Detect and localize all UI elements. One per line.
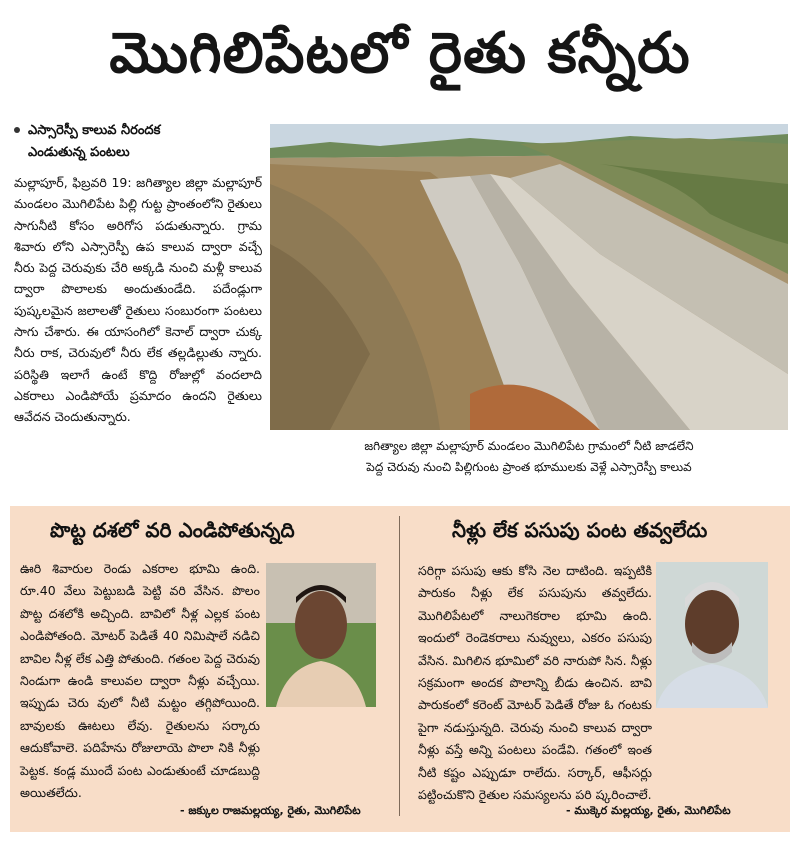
farmer-photo-left	[266, 563, 376, 707]
canal-photo	[270, 124, 788, 430]
left-column-title: పొట్ట దశలో వరి ఎండిపోతున్నది	[50, 518, 295, 542]
right-column-signature: - ముక్కెర మల్లయ్య, రైతు, మొగిలిపేట	[566, 804, 731, 817]
photo-caption-line-2: పెద్ద చెరువు నుంచి పిల్లిగుంట ప్రాంత భూములకు వెళ్లే ఎస్సారెస్పీ కాలువ	[366, 460, 692, 474]
bullet-icon	[14, 127, 20, 133]
headline: మొగిలిపేటలో రైతు కన్నీరు	[109, 21, 691, 86]
left-column-signature: - జక్కుల రాజమల్లయ్య, రైతు, మొగిలిపేట	[180, 804, 361, 817]
column-divider	[399, 516, 400, 816]
right-column-title: నీళ్లు లేక పసుపు పంట తవ్వలేదు	[452, 518, 708, 542]
subheading-text-1: ఎస్సారెస్పీ కాలువ నీరందక	[28, 123, 161, 138]
subheading-line-1	[14, 120, 160, 142]
subheading-line-2: ఎండుతున్న పంటలు	[28, 145, 130, 160]
photo-caption-line-1: జగిత్యాల జిల్లా మల్లాపూర్ మండలం మొగిలిపేట గ్రామంలో నీటి జాడలేని	[364, 439, 694, 453]
left-column-text-top: ఊరి శివారుల రెండు ఎకరాల భూమి ఉంది. రూ.40 వేలు పెట్టుబడి పెట్టి వరి వేసిన. పొలం పొట్ట దశలోకి అచ్చింది. బావిలో నీళ్ల ఎల్లక పంట ఎండిపోతంది. మోటర్ పెడితే 40 నిమిషాలే నడిచి బావిల నీళ్ల లేక ఎత్తి పోతుంది. గతంల పెద్ద చెరువు నిండుగా ఉండి కాలువల ద్వారా నీళ్లు వచ్చేయి. ఇప్పుడు చెరు వులో నీటి మట్టం తగ్గిపోయింది. బావులకు ఊటలు లేవు. రైతులను సర్కారు ఆదుకోవాలె. పదిహేను రోజులాయె పొలా నికి నీళ్లు పెట్టక. కండ్ల ముందే పంట ఎండుతుంటే చూడబుద్ది అయితలేదు.	[20, 561, 260, 801]
article-body: మల్లాపూర్, ఫిబ్రవరి 19: జగిత్యాల జిల్లా మల్లాపూర్ మండలం మొగిలిపేట పిల్లి గుట్ట ప్రాంతంలోని రైతులు సాగునీటి కోసం అరిగోస పడుతున్నారు. గ్రామ శివారు లోని ఎస్సారెస్పీ ఉప కాలువ ద్వారా వచ్చే నీరు పెద్ద చెరువుకు చేరి అక్కడి నుంచి మళ్లీ కాలువ ద్వారా పొలాలకు అందుతుండేది. పదేండ్లుగా పుష్కలమైన జలాలతో రైతులు సంబురంగా పంటలు సాగు చేశారు. ఈ యాసంగిలో కెనాల్ ద్వారా చుక్క నీరు రాక, చెరువులో నీరు లేక తల్లడిల్లుతు న్నారు. పరిస్థితి ఇలాగే ఉంటే కొద్ది రోజుల్లో వందలాది ఎకరాలు ఎండిపోయే ప్రమాదం ఉందని రైతులు ఆవేదన చెందుతున్నారు.	[14, 175, 262, 425]
right-column-text: సరిగ్గా పసుపు ఆకు కోసి నెల దాటింది. ఇప్పటికి పారుకం నీళ్లు లేక పసుపును తవ్వలేదు. మొగిలిపేటలో నాలుగెకరాల భూమి ఉంది. ఇందులో రెండెకరాలు నువ్వులు, ఎకరం పసుపు వేసిన. మిగిలిన భూమిలో వరి నారుపో సిన. నీళ్లు సక్రమంగా అందక పొలాన్ని బీడు ఉంచిన. బావి పారుకంలో కరెంట్ మోటర్ పెడితే రోజు ఓ గంటకు పైగా నడుస్తున్నది. చెరువు నుంచి కాలువ ద్వారా నీళ్లు వస్తే అన్ని పంటలు పండేవి. గతంలో ఇంత నీటి కష్టం ఎప్పుడూ రాలేదు. సర్కార్, ఆఫీసర్లు పట్టించుకొని రైతుల సమస్యలను పరి ష్కరించాలే.	[418, 563, 652, 803]
farmer-photo-right	[656, 562, 768, 708]
photo-caption	[270, 436, 788, 478]
